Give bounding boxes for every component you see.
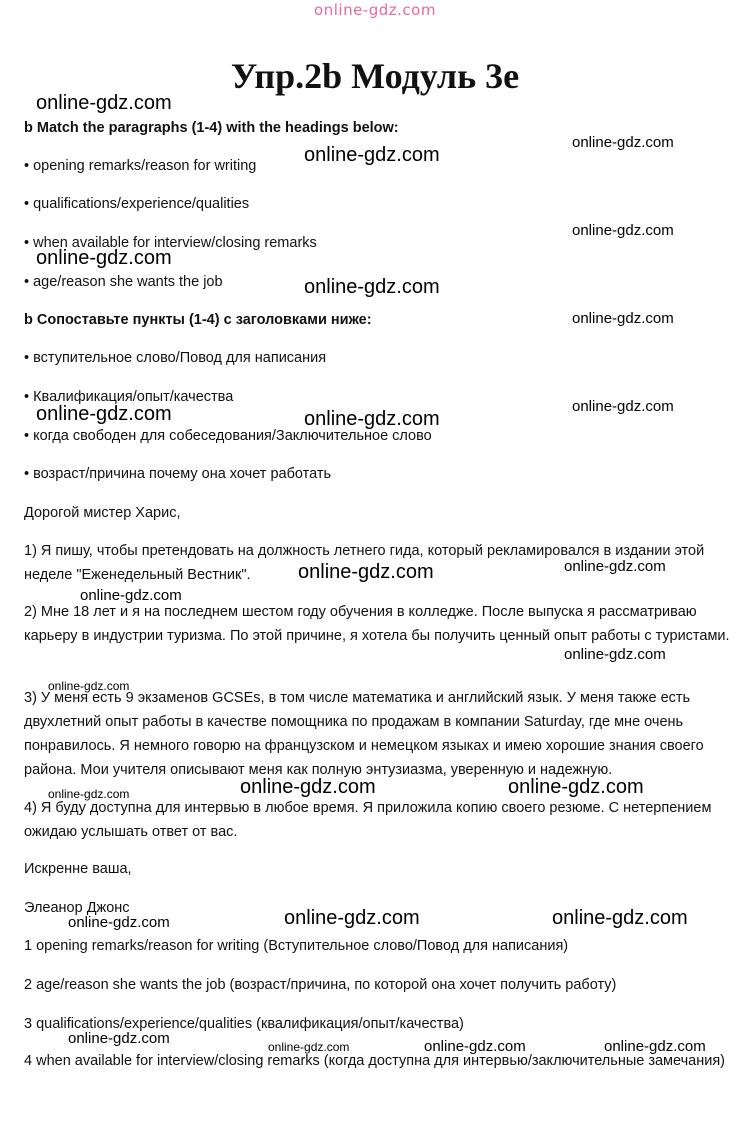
letter-greeting: Дорогой мистер Харис, bbox=[24, 505, 181, 521]
letter-signature: Элеанор Джонс bbox=[24, 900, 130, 916]
watermark[interactable]: online-gdz.com bbox=[508, 776, 644, 798]
watermark[interactable]: online-gdz.com bbox=[298, 561, 434, 583]
task-ru-heading: b Сопоставьте пункты (1-4) с заголовками ниже: bbox=[24, 312, 372, 328]
watermark[interactable]: online-gdz.com bbox=[268, 1040, 350, 1054]
letter-paragraph: 4) Я буду доступна для интервью в любое время. Я приложила копию своего резюме. С нетерпением ожидаю услышать ответ от вас. bbox=[24, 800, 712, 840]
watermark[interactable]: online-gdz.com bbox=[68, 1030, 170, 1047]
watermark[interactable]: online-gdz.com bbox=[36, 92, 172, 114]
watermark[interactable]: online-gdz.com bbox=[552, 907, 688, 929]
watermark[interactable]: online-gdz.com bbox=[564, 558, 666, 575]
letter-paragraph: 2) Мне 18 лет и я на последнем шестом году обучения в колледже. После выпуска я рассматриваю карьеру в индустрии туризма. По этой причине, я хотела бы получить ценный опыт работы с туристами. bbox=[24, 604, 730, 644]
watermark[interactable]: online-gdz.com bbox=[240, 776, 376, 798]
task-ru-item: • когда свободен для собеседования/Заключительное слово bbox=[24, 428, 432, 444]
task-en-heading: b Match the paragraphs (1-4) with the headings below: bbox=[24, 120, 399, 136]
answer-item: 4 when available for interview/closing remarks (когда доступна для интервью/заключительные замечания) bbox=[24, 1053, 726, 1069]
watermark[interactable]: online-gdz.com bbox=[80, 587, 182, 604]
task-en-item: • when available for interview/closing remarks bbox=[24, 235, 317, 251]
watermark[interactable]: online-gdz.com bbox=[68, 914, 170, 931]
watermark[interactable]: online-gdz.com bbox=[48, 679, 130, 693]
watermark[interactable]: online-gdz.com bbox=[604, 1038, 706, 1055]
watermark[interactable]: online-gdz.com bbox=[36, 403, 172, 425]
watermark[interactable]: online-gdz.com bbox=[304, 276, 440, 298]
watermark[interactable]: online-gdz.com bbox=[564, 646, 666, 663]
answer-item: 1 opening remarks/reason for writing (Вступительное слово/Повод для написания) bbox=[24, 938, 569, 954]
answer-item: 2 age/reason she wants the job (возраст/причина, по которой она хочет получить работу) bbox=[24, 977, 617, 993]
watermark[interactable]: online-gdz.com bbox=[572, 310, 674, 327]
answer-item: 3 qualifications/experience/qualities (квалификация/опыт/качества) bbox=[24, 1016, 464, 1032]
watermark[interactable]: online-gdz.com bbox=[304, 144, 440, 166]
watermark[interactable]: online-gdz.com bbox=[424, 1038, 526, 1055]
watermark[interactable]: online-gdz.com bbox=[304, 408, 440, 430]
watermark[interactable]: online-gdz.com bbox=[48, 787, 130, 801]
watermark[interactable]: online-gdz.com bbox=[36, 247, 172, 269]
watermark[interactable]: online-gdz.com bbox=[284, 907, 420, 929]
letter-closing: Искренне ваша, bbox=[24, 861, 132, 877]
page-title: Упр.2b Модуль 3е bbox=[230, 56, 520, 96]
letter-paragraph: 1) Я пишу, чтобы претендовать на должность летнего гида, который рекламировался в издании этой неделе "Еженедельный Вестник". bbox=[24, 543, 705, 583]
task-ru-item: • Квалификация/опыт/качества bbox=[24, 389, 234, 405]
watermark[interactable]: online-gdz.com bbox=[572, 134, 674, 151]
watermark[interactable]: online-gdz.com bbox=[572, 222, 674, 239]
watermark-top[interactable]: online-gdz.com bbox=[314, 1, 436, 19]
watermark[interactable]: online-gdz.com bbox=[572, 398, 674, 415]
task-ru-item: • вступительное слово/Повод для написания bbox=[24, 350, 327, 366]
task-en-item: • opening remarks/reason for writing bbox=[24, 158, 257, 174]
task-en-item: • qualifications/experience/qualities bbox=[24, 196, 250, 212]
letter-paragraph: 3) У меня есть 9 экзаменов GCSEs, в том числе математика и английский язык. У меня также есть двухлетний опыт работы в качестве помощника по продажам в компании Saturday, где мне очень понравилось. Я немного говорю на французском и немецком языках и имею хорошие знания своего района. Мои учителя описывают меня как полную энтузиазма, уверенную и надежную. bbox=[24, 690, 704, 778]
task-en-item: • age/reason she wants the job bbox=[24, 274, 223, 290]
task-ru-item: • возраст/причина почему она хочет работать bbox=[24, 466, 332, 482]
